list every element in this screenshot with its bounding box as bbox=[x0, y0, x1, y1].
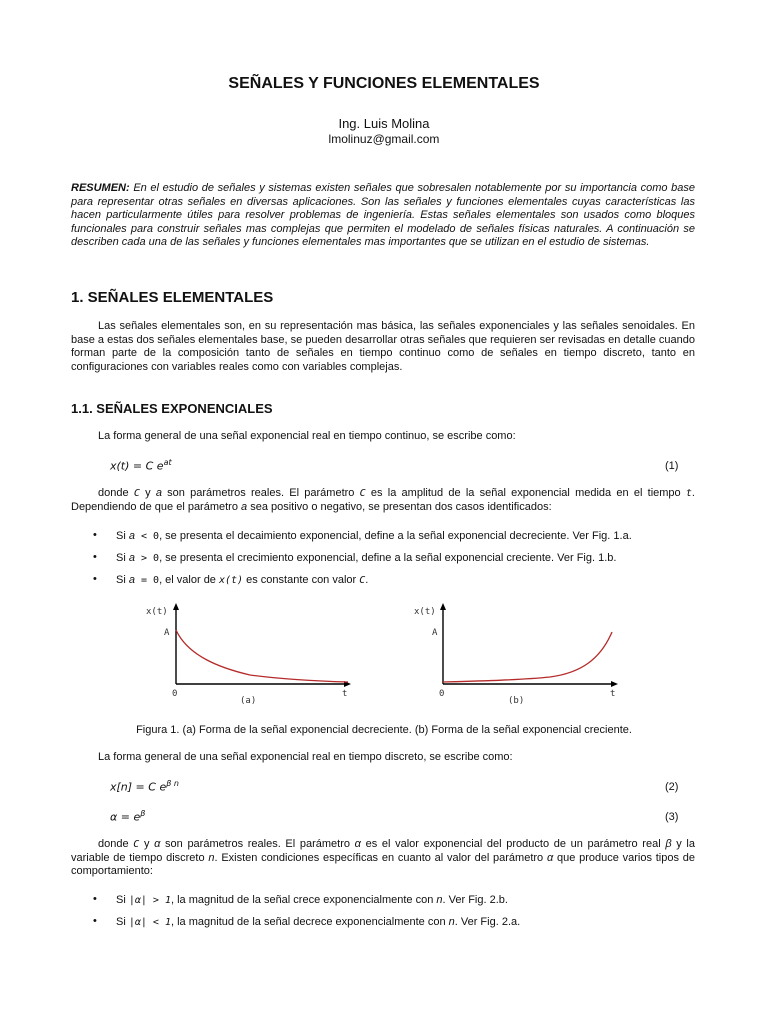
bullet-glyph: • bbox=[93, 551, 97, 563]
figure-1a-ylabel: x(t) bbox=[146, 607, 168, 617]
figure-1-caption: Figura 1. (a) Forma de la señal exponencial decreciente. (b) Forma de la señal exponencial creciente. bbox=[136, 724, 632, 736]
where-paragraph-1: donde C y a son parámetros reales. El parámetro C es la amplitud de la señal exponencial medida en el tiempo t. Dependiendo de que el parámetro a sea positivo o negativo, se presentan dos casos identificados: bbox=[71, 487, 695, 513]
abstract bbox=[71, 182, 695, 250]
paper-title: SEÑALES Y FUNCIONES ELEMENTALES bbox=[228, 75, 540, 92]
abstract-label: RESUMEN: bbox=[71, 182, 130, 194]
equation-3 bbox=[110, 809, 145, 824]
figure-1b-xlabel: t bbox=[610, 689, 616, 699]
equation-3-number: (3) bbox=[665, 811, 679, 823]
bullet-glyph: • bbox=[93, 893, 97, 905]
figure-1b-ylabel: x(t) bbox=[414, 607, 436, 617]
figure-1a-xlabel: t bbox=[342, 689, 348, 699]
bullet-a-zero: Si a = 0, el valor de x(t) es constante con valor C. bbox=[116, 574, 369, 586]
equation-1-lhs: x(t) = C e bbox=[110, 459, 164, 473]
figure-1a bbox=[146, 603, 351, 706]
figure-1a-curve bbox=[176, 630, 348, 682]
bullet-a-positive: Si a > 0, se presenta el crecimiento exponencial, define a la señal exponencial creciente. Ver Fig. 1.b. bbox=[116, 552, 617, 564]
bullet-alpha-less: Si |α| < 1, la magnitud de la señal decrece exponencialmente con n. Ver Fig. 2.a. bbox=[116, 916, 521, 928]
equation-1-number: (1) bbox=[665, 460, 679, 472]
equation-3-exponent: β bbox=[140, 809, 146, 818]
equation-2-number: (2) bbox=[665, 781, 679, 793]
equation-3-lhs: α = e bbox=[110, 810, 141, 824]
figure-1b bbox=[414, 603, 618, 706]
bullet-a-negative: Si a < 0, se presenta el decaimiento exponencial, define a la señal exponencial decreciente. Ver Fig. 1.a. bbox=[116, 530, 632, 542]
where-paragraph-2: donde C y α son parámetros reales. El parámetro α es el valor exponencial del producto de un parámetro real β y la variable de tiempo discreto n. Existen condiciones específicas en cuanto al valor del parámetro α que produce varios tipos de comportamiento: bbox=[71, 838, 695, 877]
figure-1a-amplitude: A bbox=[164, 628, 170, 638]
equation-2-exponent: β n bbox=[166, 779, 179, 788]
equation-2 bbox=[110, 779, 179, 794]
equation-1 bbox=[110, 458, 172, 473]
bullet-glyph: • bbox=[93, 529, 97, 541]
section-1-paragraph: Las señales elementales son, en su representación mas básica, las señales exponenciales y las señales senoidales. En base a estas dos señales elementales base, se pueden desarrollar otras señales que requieren ser revisadas en detalle cuando forman parte de la composición tanto de señales en tiempo continuo como de señales en tiempo discreto, tanto en configuraciones con variables reales como con variables complejas. bbox=[71, 320, 695, 373]
figure-1b-amplitude: A bbox=[432, 628, 438, 638]
section-heading-1-1: 1.1. SEÑALES EXPONENCIALES bbox=[71, 401, 273, 416]
equation-1-exponent: at bbox=[163, 458, 172, 467]
figure-1b-origin: 0 bbox=[439, 689, 445, 699]
author-name: Ing. Luis Molina bbox=[338, 116, 430, 131]
intro-continuous: La forma general de una señal exponencial real en tiempo continuo, se escribe como: bbox=[98, 430, 516, 442]
bullet-glyph: • bbox=[93, 573, 97, 585]
figure-1 bbox=[140, 600, 640, 712]
figure-1b-sublabel: (b) bbox=[508, 696, 525, 706]
figure-1a-origin: 0 bbox=[172, 689, 178, 699]
bullet-alpha-greater: Si |α| > 1, la magnitud de la señal crece exponencialmente con n. Ver Fig. 2.b. bbox=[116, 894, 508, 906]
abstract-text: En el estudio de señales y sistemas existen señales que sobresalen notablemente por su importancia como base para representar otras señales en diversas aplicaciones. Son las señales y funciones elementales cuyas características las hacen particularmente útiles para resolver problemas de ingeniería. Estas señales elementales son usados como bloques funcionales para construir señales mas complejas que permiten el modelado de señales físicas naturales. A continuación se describen cada una de las señales y funciones elementales mas importantes que se utilizan en el estudio de sistemas. bbox=[71, 182, 695, 248]
equation-2-lhs: x[n] = C e bbox=[110, 780, 167, 794]
intro-discrete: La forma general de una señal exponencial real en tiempo discreto, se escribe como: bbox=[98, 751, 513, 763]
author-email: lmolinuz@gmail.com bbox=[328, 132, 440, 146]
section-heading-1: 1. SEÑALES ELEMENTALES bbox=[71, 289, 274, 306]
figure-1b-curve bbox=[443, 632, 612, 682]
figure-1b-y-arrow bbox=[440, 603, 446, 610]
figure-1b-x-arrow bbox=[611, 681, 618, 687]
bullet-glyph: • bbox=[93, 915, 97, 927]
figure-1a-y-arrow bbox=[173, 603, 179, 610]
figure-1a-sublabel: (a) bbox=[240, 696, 257, 706]
